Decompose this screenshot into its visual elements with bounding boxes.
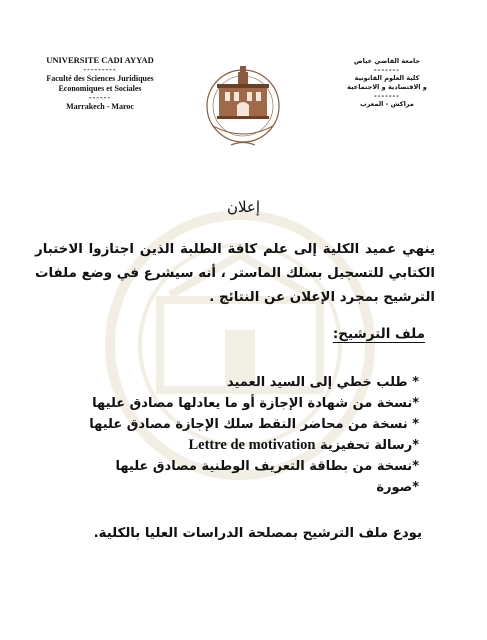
university-name-fr: UNIVERSITE CADI AYYAD [46,55,154,65]
header-arabic [322,57,452,109]
header-separator: --------- [83,65,117,74]
list-item: *صورة [376,480,419,495]
list-item: * نسخة من محاضر النقط سلك الإجازة مصادق عليها [89,417,419,432]
submission-note: يودع ملف الترشيح بمصلحة الدراسات العليا بالكلية. [93,526,422,541]
faculty-building-logo-icon [203,60,283,152]
header-separator: ------ [89,93,111,102]
list-item: *نسخة من شهادة الإجازة أو ما يعادلها مصادق عليها [92,396,419,411]
faculty-name-fr-2: Economiques et Sociales [58,84,142,93]
faculty-name-ar-1: كلية العلوم القانونية [354,74,420,82]
university-name-ar: جامعة القاضي عياض [353,57,421,65]
city-fr: Marrakech - Maroc [66,102,134,111]
announcement-title: إعلان [226,198,261,216]
faculty-name-fr-1: Faculté des Sciences Juridiques [46,74,154,83]
header-french [22,55,178,112]
announcement-paragraph: ينهي عميد الكلية إلى علم كافة الطلبة الذين اجتازوا الاختبار الكتابي للتسجيل بسلك الماستر ، أنه سيشرع في وضع ملفات الترشيح بمجرد الإعلان عن النتائج . [35,242,435,305]
faculty-name-ar-2: و الاقتصادية و الاجتماعية [347,83,427,91]
header-separator: ------- [374,92,400,100]
application-file-list [39,372,419,498]
list-item: * طلب خطي إلى السيد العميد [226,375,419,390]
list-item: *نسخة من بطاقة التعريف الوطنية مصادق عليها [115,459,419,474]
application-file-title: ملف الترشيح: [332,326,425,342]
city-ar: مراكش - المغرب [360,100,414,108]
header-separator: ------- [374,66,400,74]
motivation-letter-fr: Lettre de motivation [188,437,316,453]
list-item: *رسالة تحفيزية Lettre de motivation [188,437,419,453]
